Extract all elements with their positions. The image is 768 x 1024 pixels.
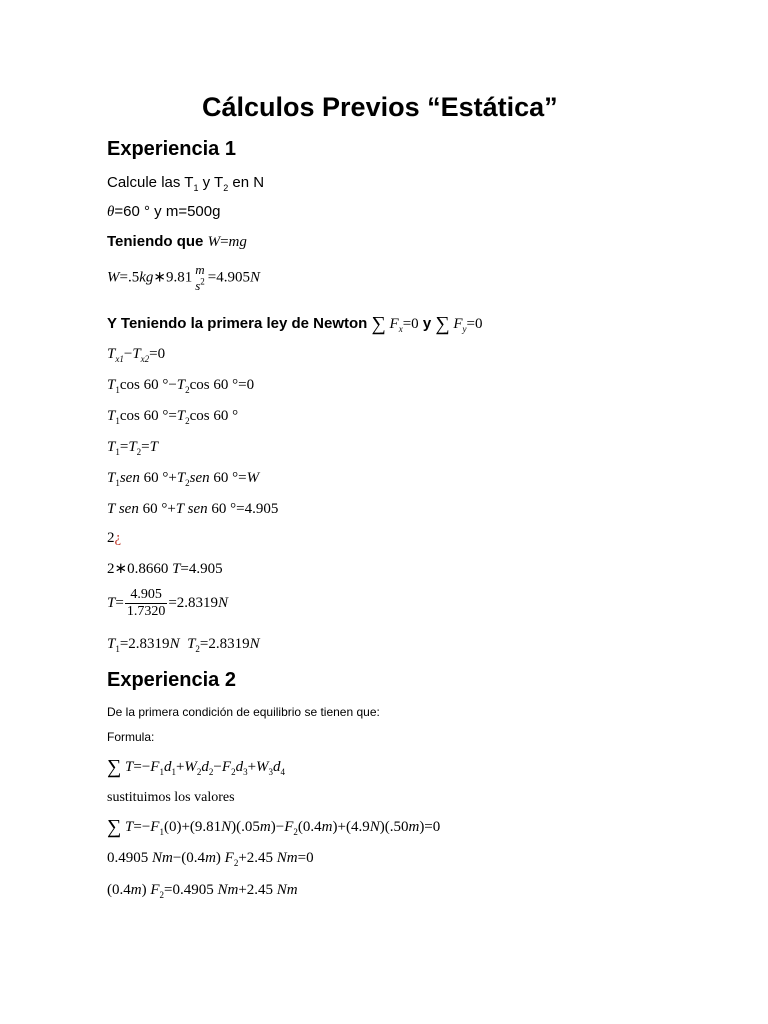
exp2-intro: De la primera condición de equilibrio se tienen que: — [107, 705, 380, 719]
exp1-eq2: $T_1\cos$ 60 $^\circ-T_2\cos$ 60 °=0 — [107, 377, 255, 395]
exp1-weight-eq: W=.5kg∗9.81 m $s^2$ =4.905N — [107, 262, 261, 293]
section-heading-exp2: Experiencia 2 — [107, 669, 236, 691]
exp2-eq2: ∑ $T=-F_1(0)+(9.81N)(.05m)-F_2(0.4m)+(4.9N)(.50m)=0$ — [107, 816, 441, 838]
exp2-eq1: ∑ $T=-F_1d_1+W_2d_2-F_2d_3+W_3d_4$ — [107, 756, 286, 778]
exp1-eq10: $T_1=2.8319N$ $T_2=2.8319N$ — [107, 636, 260, 654]
exp1-teniendo: Teniendo que W=mg — [107, 233, 247, 250]
section-heading-exp1: Experiencia 1 — [107, 138, 236, 160]
fraction-m-s2: m $s^2$ — [195, 262, 205, 293]
exp1-eq5: $T_1sen$ 60 $^\circ+T_2sen$ 60 °=W — [107, 470, 260, 488]
exp1-eq9: T= $\frac{4.905}{1.7320}$ =2.8319N — [107, 587, 229, 619]
exp2-formula-label: Formula: — [107, 730, 155, 744]
exp1-eq4: $T_1=T_2=T$ — [107, 439, 158, 457]
exp1-intro: Calcule las $T_1$ y $T_2$ en N — [107, 174, 265, 193]
exp1-eq1: $T_{x1}-T_{x2}=0$ — [107, 346, 166, 364]
page-title: Cálculos Previos “Estática” — [202, 92, 558, 122]
exp1-newton-law: Y Teniendo la primera ley de Newton ∑ $F_x=0$ y ∑ $F_y=0$ — [107, 313, 483, 335]
exp1-eq8: 2∗0.8660 T=4.905 — [107, 561, 223, 577]
exp1-eq3: $T_1\cos$ 60 $^\circ=T_2\cos$ 60 ° — [107, 408, 239, 426]
exp1-eq6: T sen 60 °+T sen 60 °=4.905 — [107, 501, 279, 517]
exp2-substitution-note: sustituimos los valores — [107, 790, 235, 805]
exp1-eq7: 2¿ — [107, 530, 122, 546]
fraction-t-value: $\frac{4.905}{1.7320}$ — [126, 587, 166, 619]
exp2-eq4: (0.4m) $F_2=0.4905$ Nm+2.45 Nm — [107, 882, 298, 900]
exp1-given: θ=60 ° y m=500g — [107, 203, 221, 220]
exp2-eq3: 0.4905 Nm−(0.4m) $F_2+2.45$ Nm=0 — [107, 850, 314, 868]
